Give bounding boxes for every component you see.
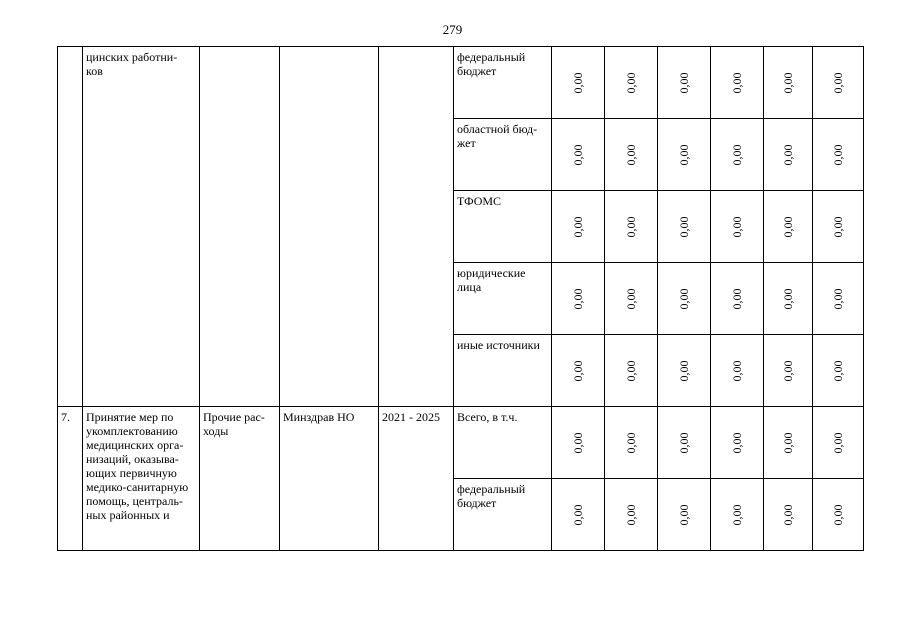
amount-value: 0,00 [831,504,845,525]
amount-value: 0,00 [781,144,795,165]
amount-cell [764,335,813,407]
amount-value: 0,00 [571,288,585,309]
amount-value: 0,00 [624,360,638,381]
amount-value: 0,00 [781,72,795,93]
amount-cell [658,47,711,119]
amount-value: 0,00 [624,144,638,165]
amount-value: 0,00 [730,432,744,453]
funding-source-text: федеральный бюджет [457,50,526,78]
amount-cell [764,407,813,479]
amount-value: 0,00 [624,216,638,237]
measure-name [83,47,200,407]
measure-name [83,407,200,551]
row-number-text [58,47,82,50]
funding-source [454,479,552,551]
amount-value: 0,00 [571,432,585,453]
amount-cell [764,263,813,335]
amount-cell [711,119,764,191]
amount-value: 0,00 [624,432,638,453]
amount-cell [605,47,658,119]
funding-source [454,119,552,191]
period [379,407,454,551]
amount-value: 0,00 [781,504,795,525]
amount-value: 0,00 [781,360,795,381]
funding-source-text: иные источники [457,338,540,352]
amount-cell [711,263,764,335]
amount-cell [711,479,764,551]
expense-type [200,407,280,551]
amount-value: 0,00 [677,504,691,525]
amount-value: 0,00 [624,288,638,309]
funding-source-text: ТФОМС [457,194,502,208]
amount-value: 0,00 [571,144,585,165]
period-text [379,47,453,50]
amount-value: 0,00 [677,432,691,453]
amount-cell [552,119,605,191]
amount-cell [605,191,658,263]
amount-cell [711,191,764,263]
amount-value: 0,00 [624,72,638,93]
amount-cell [764,479,813,551]
amount-value: 0,00 [677,288,691,309]
expense-type-text: Прочие рас- ходы [203,410,265,438]
amount-cell [658,335,711,407]
measure-name-text: цинских работни- ков [86,50,178,78]
amount-value: 0,00 [677,144,691,165]
amount-value: 0,00 [730,288,744,309]
amount-cell [605,479,658,551]
amount-cell [605,407,658,479]
amount-cell [711,335,764,407]
amount-cell [813,263,864,335]
funding-source [454,263,552,335]
amount-cell [658,407,711,479]
amount-value: 0,00 [781,288,795,309]
amount-cell [605,335,658,407]
amount-value: 0,00 [781,432,795,453]
page-number: 279 [442,22,463,37]
amount-cell [552,335,605,407]
amount-value: 0,00 [571,72,585,93]
amount-cell [552,407,605,479]
amount-cell [658,191,711,263]
amount-cell [658,119,711,191]
executor [280,47,379,407]
amount-cell [552,479,605,551]
row-number [58,407,83,551]
amount-cell [813,479,864,551]
funding-source [454,407,552,479]
amount-value: 0,00 [571,216,585,237]
amount-value: 0,00 [624,504,638,525]
amount-cell [813,191,864,263]
expense-type [200,47,280,407]
amount-value: 0,00 [831,72,845,93]
funding-source-text: федеральный бюджет [457,482,526,510]
amount-value: 0,00 [677,72,691,93]
amount-value: 0,00 [677,360,691,381]
funding-source-text: областной бюд- жет [457,122,538,150]
funding-source-text: Всего, в т.ч. [457,410,518,424]
amount-value: 0,00 [730,216,744,237]
measure-name-text: Принятие мер по укомплектованию медицинских орга- низаций, оказыва- ющих первичную медико-санитарную помощь, централь- ных районных и [86,410,189,522]
funding-source-text: юридические лица [457,266,526,294]
amount-value: 0,00 [730,504,744,525]
amount-value: 0,00 [730,72,744,93]
table-row [58,47,864,119]
amount-value: 0,00 [831,432,845,453]
row-number-text: 7. [61,410,70,424]
amount-cell [605,263,658,335]
funding-source [454,191,552,263]
amount-cell [658,479,711,551]
amount-cell [764,47,813,119]
amount-value: 0,00 [730,144,744,165]
table-row [58,407,864,479]
amount-cell [658,263,711,335]
amount-cell [605,119,658,191]
amount-cell [813,335,864,407]
amount-cell [552,191,605,263]
amount-value: 0,00 [571,360,585,381]
budget-table [57,46,864,551]
period [379,47,454,407]
amount-cell [764,191,813,263]
amount-cell [711,407,764,479]
amount-cell [813,47,864,119]
amount-cell [764,119,813,191]
amount-cell [552,47,605,119]
funding-source [454,47,552,119]
amount-value: 0,00 [831,360,845,381]
period-text: 2021 - 2025 [382,410,440,424]
amount-cell [552,263,605,335]
expense-type-text [200,47,279,50]
amount-value: 0,00 [831,288,845,309]
funding-source [454,335,552,407]
executor-text: Минздрав НО [283,410,355,424]
amount-value: 0,00 [677,216,691,237]
executor [280,407,379,551]
amount-value: 0,00 [781,216,795,237]
amount-value: 0,00 [831,144,845,165]
amount-cell [813,119,864,191]
executor-text [280,47,378,50]
amount-cell [813,407,864,479]
amount-value: 0,00 [571,504,585,525]
row-number [58,47,83,407]
amount-value: 0,00 [831,216,845,237]
amount-value: 0,00 [730,360,744,381]
amount-cell [711,47,764,119]
